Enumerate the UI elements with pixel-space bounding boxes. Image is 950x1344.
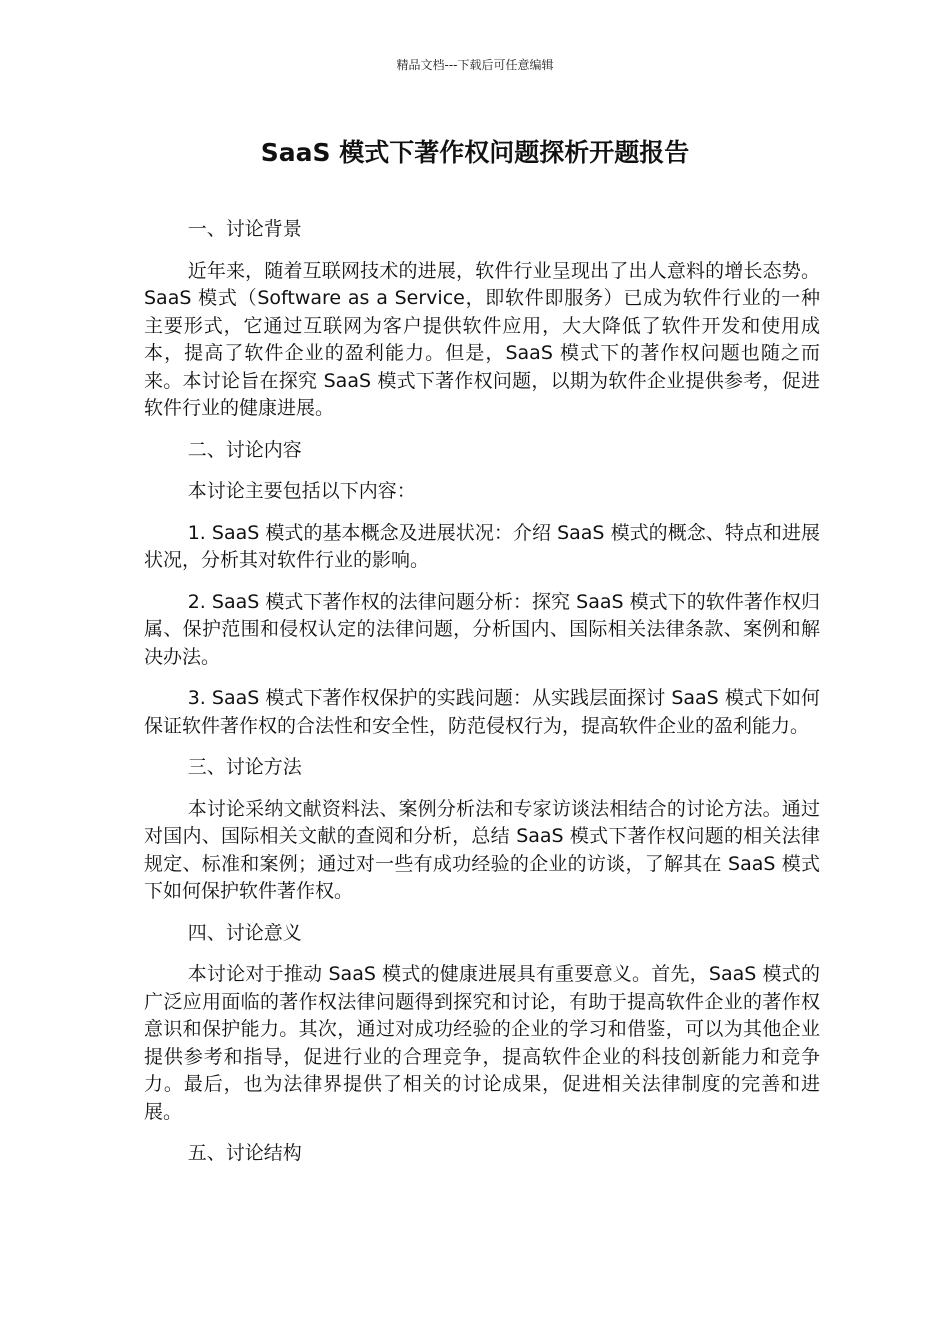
section-heading-background: 一、讨论背景 (187, 218, 302, 240)
significance-paragraph: 本讨论对于推动 SaaS 模式的健康进展具有重要意义。首先，SaaS 模式的广泛应用面临的著作权法律问题得到探究和讨论，有助于提高软件企业的著作权意识和保护能力。其次，通过对成功经验的企业的学习和借鉴，可以为其他企业提供参考和指导，促进行业的合理竞争，提高软件企业的科技创新能力和竞争力。最后，也为法律界提供了相关的讨论成果，促进相关法律制度的完善和进展。 (144, 963, 820, 1123)
content-item-2: 2. SaaS 模式下著作权的法律问题分析：探究 SaaS 模式下的软件著作权归属、保护范围和侵权认定的法律问题，分析国内、国际相关法律条款、案例和解决办法。 (144, 590, 820, 668)
section-heading-method: 三、讨论方法 (187, 756, 302, 778)
document-body (144, 216, 820, 1182)
content-intro-paragraph: 本讨论主要包括以下内容： (187, 480, 416, 502)
content-item-1: 1. SaaS 模式的基本概念及进展状况：介绍 SaaS 模式的概念、特点和进展状况，分析其对软件行业的影响。 (144, 521, 820, 571)
document-title: SaaS 模式下著作权问题探析开题报告 (260, 138, 690, 167)
background-paragraph: 近年来，随着互联网技术的进展，软件行业呈现出了出人意料的增长态势。SaaS 模式（Software as a Service，即软件即服务）已成为软件行业的一种主要形式，它通过互联网为客户提供软件应用，大大降低了软件开发和使用成本，提高了软件企业的盈利能力。但是，SaaS 模式下的著作权问题也随之而来。本讨论旨在探究 SaaS 模式下著作权问题，以期为软件企业提供参考，促进软件行业的健康进展。 (144, 259, 820, 419)
content-item-3: 3. SaaS 模式下著作权保护的实践问题：从实践层面探讨 SaaS 模式下如何保证软件著作权的合法性和安全性，防范侵权行为，提高软件企业的盈利能力。 (144, 687, 820, 737)
header-note: 精品文档---下载后可任意编辑 (396, 58, 554, 72)
section-heading-content: 二、讨论内容 (187, 438, 302, 461)
section-heading-significance: 四、讨论意义 (187, 921, 302, 944)
method-paragraph: 本讨论采纳文献资料法、案例分析法和专家访谈法相结合的讨论方法。通过对国内、国际相关文献的查阅和分析，总结 SaaS 模式下著作权问题的相关法律规定、标准和案例；通过对一些有成功经验的企业的访谈，了解其在 SaaS 模式下如何保护软件著作权。 (144, 797, 820, 902)
section-heading-structure: 五、讨论结构 (187, 1142, 302, 1164)
